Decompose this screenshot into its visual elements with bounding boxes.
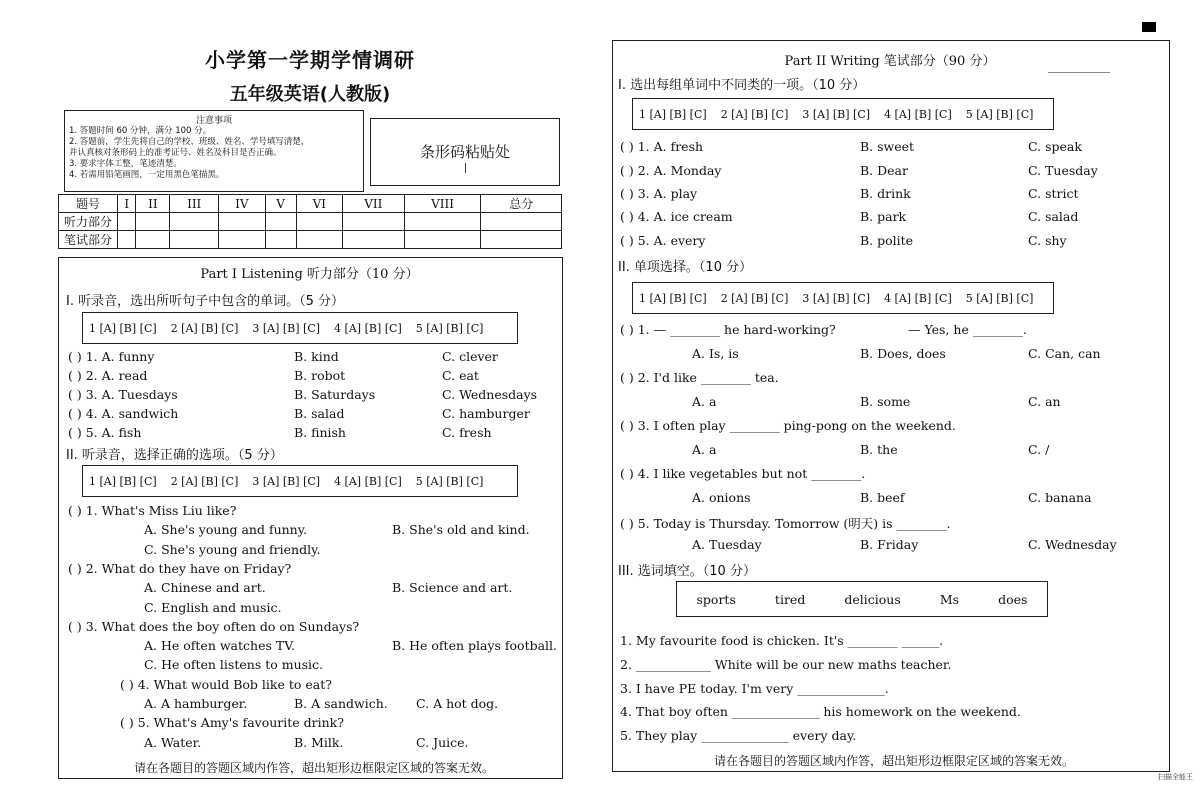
listening-sec2-title: II. 听录音，选择正确的选项。（5 分） (66, 448, 283, 463)
fill-blank-line: 1. My favourite food is chicken. It's ________ ______. (620, 633, 944, 648)
question-item: ( ) 1. A. funny (68, 349, 155, 364)
option-c: C. fresh (442, 425, 492, 440)
header-line (1048, 72, 1110, 73)
option-c: C. A hot dog. (416, 696, 499, 711)
score-header-cell: IV (219, 195, 265, 213)
option-c: C. Can, can (1028, 346, 1101, 361)
fill-blank-line: 5. They play ______________ every day. (620, 728, 857, 743)
right-footer-note: 请在各题目的答题区域内作答，超出矩形边框限定区域的答案无效。 (714, 754, 1075, 768)
option-b: B. some (860, 394, 911, 409)
question-item: ( ) 1. What's Miss Liu like? (68, 503, 237, 518)
option-c: C. She's young and friendly. (144, 542, 321, 557)
option-b: B. She's old and kind. (392, 522, 530, 537)
question-item: ( ) 5. A. fish (68, 425, 142, 440)
notice-line: 1. 答题时间 60 分钟，满分 100 分。 (69, 126, 212, 136)
answer-option-group[interactable]: 3 [A] [B] [C] (802, 291, 871, 305)
score-cell[interactable] (265, 231, 296, 249)
answer-option-group[interactable]: 5 [A] [B] [C] (965, 107, 1034, 121)
option-a: A. Water. (144, 735, 202, 750)
part1-title: Part I Listening 听力部分（10 分） (200, 267, 419, 282)
notice-box (64, 110, 364, 192)
option-c: C. eat (442, 368, 479, 383)
option-c: C. speak (1028, 139, 1082, 154)
score-header-cell: VIII (404, 195, 481, 213)
exam-subtitle: 五年级英语(人教版) (229, 84, 391, 105)
score-cell[interactable] (136, 231, 170, 249)
score-header-cell: 总分 (481, 195, 562, 213)
score-cell[interactable] (296, 213, 342, 231)
writing-sec2-title: II. 单项选择。（10 分） (618, 260, 753, 275)
question-item: ( ) 3. A. play (620, 186, 698, 201)
writing-sec3-title: III. 选词填空。（10 分） (618, 564, 756, 579)
option-c: C. hamburger (442, 406, 530, 421)
option-b: B. Dear (860, 163, 908, 178)
option-a: A. A hamburger. (144, 696, 248, 711)
answer-option-group[interactable]: 4 [A] [B] [C] (334, 321, 402, 335)
question-item: ( ) 5. A. every (620, 233, 706, 248)
score-cell[interactable] (265, 213, 296, 231)
answer-option-group[interactable]: 2 [A] [B] [C] (170, 474, 239, 488)
fill-blank-line: 3. I have PE today. I'm very ______________. (620, 681, 889, 696)
option-c: C. English and music. (144, 600, 282, 615)
question-item: ( ) 2. What do they have on Friday? (68, 561, 292, 576)
option-b: B. the (860, 442, 898, 457)
question-item: ( ) 3. I often play ________ ping-pong on the weekend. (620, 418, 956, 433)
option-b: B. robot (294, 368, 346, 383)
barcode-label: 条形码粘贴处 (419, 143, 510, 161)
option-c: C. banana (1028, 490, 1092, 505)
score-header-cell: II (136, 195, 170, 213)
answer-option-group[interactable]: 1 [A] [B] [C] (89, 321, 157, 335)
option-c: C. Tuesday (1028, 163, 1098, 178)
word-bank-box (676, 581, 1048, 617)
score-header-cell: VI (296, 195, 342, 213)
word-bank-item: does (998, 591, 1028, 607)
answer-sheet-box (82, 465, 518, 497)
answer-option-group[interactable]: 3 [A] [B] [C] (252, 474, 321, 488)
notice-line: 4. 若需用铅笔画图，一定用黑色笔描黑。 (69, 170, 225, 180)
option-b: B. Friday (860, 537, 919, 552)
answer-option-group[interactable]: 4 [A] [B] [C] (884, 291, 952, 305)
left-footer-note: 请在各题目的答题区域内作答，超出矩形边框限定区域的答案无效。 (134, 761, 495, 775)
option-b: B. salad (294, 406, 345, 421)
option-b: B. Science and art. (392, 580, 513, 595)
word-bank-item: tired (774, 591, 806, 607)
option-b: B. finish (294, 425, 346, 440)
answer-option-group[interactable]: 1 [A] [B] [C] (89, 474, 157, 488)
option-c: C. clever (442, 349, 498, 364)
score-cell[interactable] (136, 213, 170, 231)
notice-line: 2. 答题前，学生先将自己的学校、班级、姓名、学号填写清楚， (69, 137, 310, 147)
score-header-cell: V (265, 195, 296, 213)
fill-blank-line: 2. ____________ White will be our new maths teacher. (620, 657, 952, 672)
score-cell[interactable] (170, 231, 219, 249)
fill-blank-line: 4. That boy often ______________ his homework on the weekend. (620, 704, 1021, 719)
answer-option-group[interactable]: 5 [A] [B] [C] (415, 321, 484, 335)
option-a: A. Is, is (692, 346, 739, 361)
score-cell[interactable] (404, 231, 481, 249)
option-a: A. Tuesday (692, 537, 762, 552)
score-cell[interactable] (481, 213, 562, 231)
option-b: B. park (860, 209, 907, 224)
question-item: ( ) 3. What does the boy often do on Sundays? (68, 619, 360, 634)
page-corner-mark (1142, 22, 1156, 32)
option-b: B. drink (860, 186, 911, 201)
answer-option-group[interactable]: 3 [A] [B] [C] (252, 321, 321, 335)
score-header-cell: I (118, 195, 136, 213)
option-b: B. kind (294, 349, 339, 364)
scanner-logo: 扫描全能王 (1158, 773, 1193, 781)
answer-option-group[interactable]: 5 [A] [B] [C] (415, 474, 484, 488)
answer-option-group[interactable]: 4 [A] [B] [C] (884, 107, 952, 121)
word-bank-item: sports (696, 591, 736, 607)
writing-sec1-title: I. 选出每组单词中不同类的一项。（10 分） (618, 78, 866, 93)
score-header-cell: III (170, 195, 219, 213)
answer-option-group[interactable]: 3 [A] [B] [C] (802, 107, 871, 121)
score-cell[interactable] (219, 231, 265, 249)
option-c: C. Wednesday (1028, 537, 1117, 552)
score-cell[interactable] (219, 213, 265, 231)
option-c: C. He often listens to music. (144, 657, 324, 672)
option-c: C. / (1028, 442, 1050, 457)
answer-sheet-box (632, 98, 1054, 130)
score-header-cell: VII (343, 195, 405, 213)
barcode-area (370, 118, 560, 186)
option-b: B. polite (860, 233, 914, 248)
answer-option-group[interactable]: 1 [A] [B] [C] (639, 107, 707, 121)
question-item: ( ) 2. A. Monday (620, 163, 722, 178)
score-cell[interactable] (343, 231, 405, 249)
answer-option-group[interactable]: 1 [A] [B] [C] (639, 291, 707, 305)
answer-sheet-box (632, 282, 1054, 314)
score-cell[interactable] (481, 231, 562, 249)
option-b: B. Saturdays (294, 387, 376, 402)
question-response: — Yes, he ________. (908, 322, 1027, 337)
barcode-mark (465, 163, 466, 173)
option-a: A. She's young and funny. (144, 522, 308, 537)
option-a: A. Chinese and art. (144, 580, 266, 595)
option-b: B. Milk. (294, 735, 344, 750)
notice-heading: 注意事项 (195, 116, 232, 126)
answer-option-group[interactable]: 4 [A] [B] [C] (334, 474, 402, 488)
notice-line: 3. 要求字体工整，笔迹清楚。 (69, 159, 182, 169)
question-item: ( ) 3. A. Tuesdays (68, 387, 178, 402)
option-c: C. salad (1028, 209, 1079, 224)
answer-option-group[interactable]: 2 [A] [B] [C] (720, 107, 789, 121)
option-a: A. onions (692, 490, 751, 505)
score-cell[interactable] (343, 213, 405, 231)
option-b: B. A sandwich. (294, 696, 388, 711)
answer-option-group[interactable]: 2 [A] [B] [C] (170, 321, 239, 335)
score-cell[interactable] (404, 213, 481, 231)
question-item: ( ) 5. What's Amy's favourite drink? (120, 715, 344, 730)
option-b: B. Does, does (860, 346, 946, 361)
answer-option-group[interactable]: 2 [A] [B] [C] (720, 291, 789, 305)
score-cell[interactable] (118, 231, 136, 249)
question-item: ( ) 1. — ________ he hard-working? (620, 322, 836, 337)
exam-title: 小学第一学期学情调研 (205, 48, 415, 72)
option-a: A. He often watches TV. (144, 638, 296, 653)
answer-option-group[interactable]: 5 [A] [B] [C] (965, 291, 1034, 305)
option-c: C. an (1028, 394, 1061, 409)
option-b: B. beef (860, 490, 905, 505)
score-cell[interactable] (170, 213, 219, 231)
question-item: ( ) 4. A. sandwich (68, 406, 179, 421)
question-item: ( ) 2. A. read (68, 368, 148, 383)
option-a: A. a (692, 394, 717, 409)
notice-line: 并认真核对条形码上的准考证号、姓名及科目是否正确。 (69, 148, 282, 158)
score-row-label: 听力部分 (59, 213, 118, 231)
option-b: B. He often plays football. (392, 638, 558, 653)
option-c: C. shy (1028, 233, 1067, 248)
part2-title: Part II Writing 笔试部分（90 分） (784, 54, 996, 69)
option-c: C. strict (1028, 186, 1079, 201)
score-cell[interactable] (296, 231, 342, 249)
option-c: C. Juice. (416, 735, 469, 750)
score-header-cell: 题号 (59, 195, 118, 213)
option-b: B. sweet (860, 139, 915, 154)
word-bank-item: delicious (844, 591, 901, 607)
option-a: A. a (692, 442, 717, 457)
question-item: ( ) 1. A. fresh (620, 139, 704, 154)
word-bank-item: Ms (939, 591, 960, 607)
question-item: ( ) 5. Today is Thursday. Tomorrow (明天) is ________. (620, 516, 951, 531)
question-item: ( ) 4. What would Bob like to eat? (120, 677, 332, 692)
option-c: C. Wednesdays (442, 387, 538, 402)
score-table (58, 194, 562, 249)
question-item: ( ) 4. A. ice cream (620, 209, 733, 224)
question-item: ( ) 4. I like vegetables but not ________. (620, 466, 866, 481)
answer-sheet-box (82, 312, 518, 344)
score-cell[interactable] (118, 213, 136, 231)
listening-sec1-title: I. 听录音，选出所听句子中包含的单词。（5 分） (66, 294, 345, 309)
score-row-label: 笔试部分 (59, 231, 118, 249)
question-item: ( ) 2. I'd like ________ tea. (620, 370, 779, 385)
